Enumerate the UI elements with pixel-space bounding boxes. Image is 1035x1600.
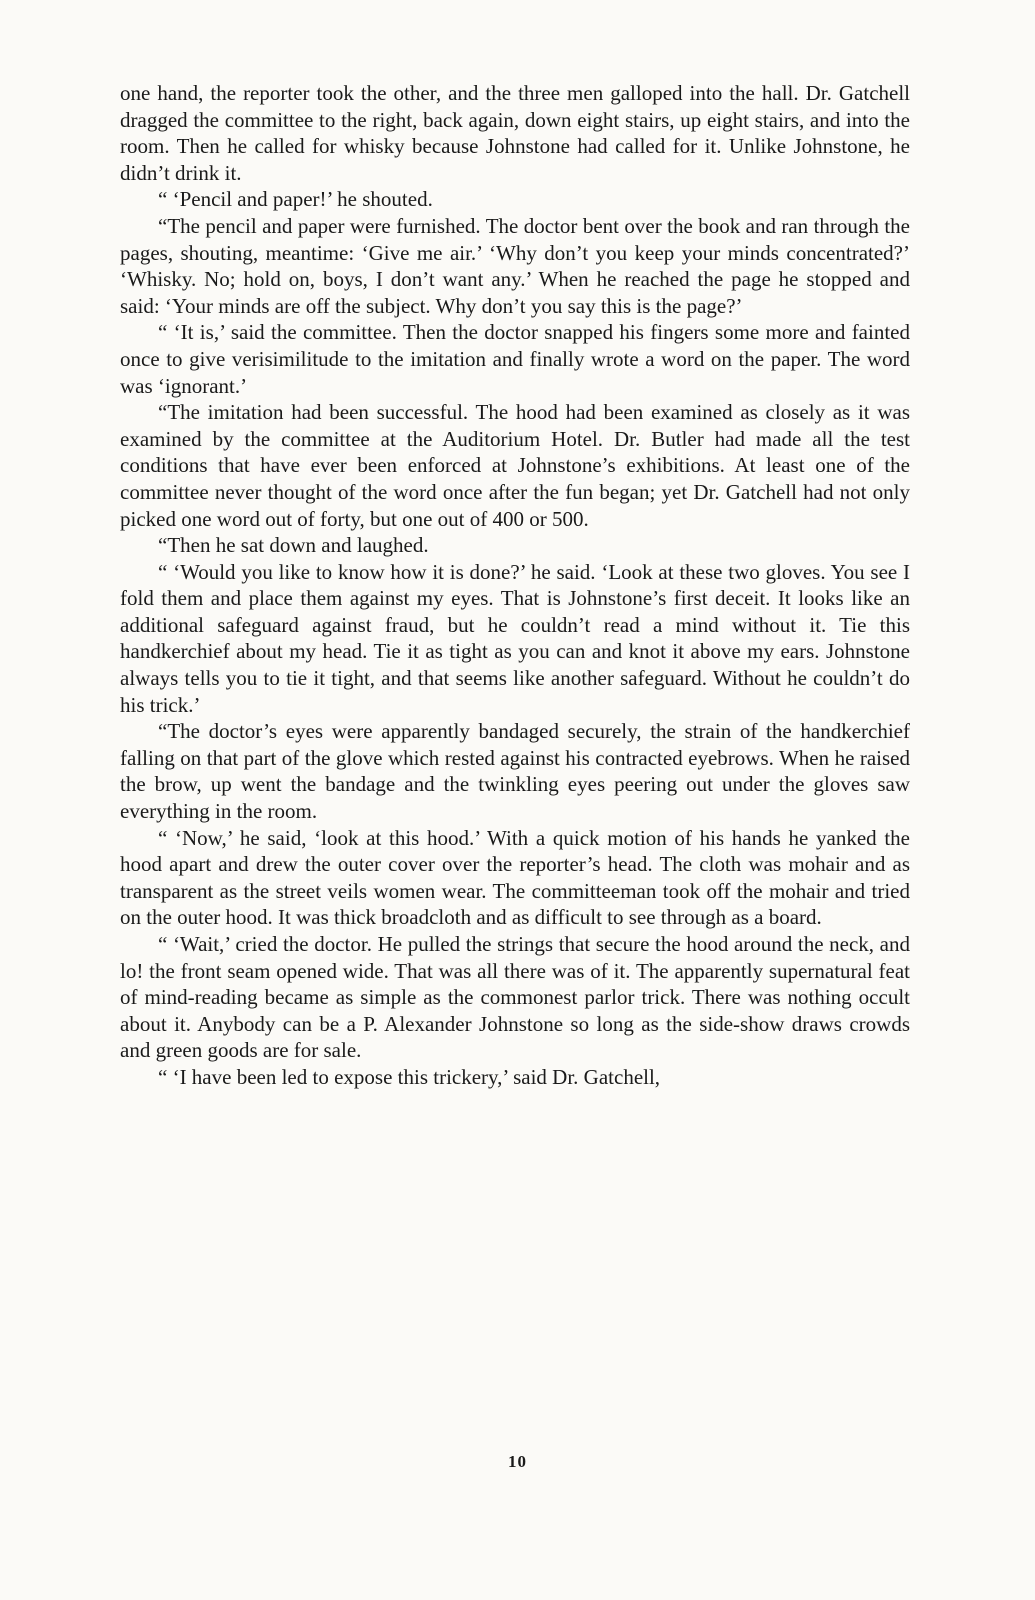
page-body [120,80,910,1091]
paragraph-1: one hand, the reporter took the other, and the three men galloped into the hall. Dr. Gatchell dragged the committee to the right, back again, down eight stairs, up eight stairs, and into the room. Then he called for whisky because Johnstone had called for it. Unlike Johnstone, he didn’t drink it. [120,81,910,185]
paragraph-8: “The doctor’s eyes were apparently bandaged securely, the strain of the handkerchief falling on that part of the glove which rested against his contracted eyebrows. When he raised the brow, up went the bandage and the twinkling eyes peering out under the gloves saw everything in the room. [120,719,910,824]
paragraph-2: “ ‘Pencil and paper!’ he shouted. [158,187,433,212]
page-number: 10 [508,1452,527,1471]
paragraph-6: “Then he sat down and laughed. [158,533,429,558]
paragraph-3: “The pencil and paper were furnished. The doctor bent over the book and ran through the pages, shouting, meantime: ‘Give me air.’ ‘Why don’t you keep your minds concentrated?’ ‘Whisky. No; hold on, boys, I don’t want any.’ When he reached the page he stopped and said: ‘Your minds are off the subject. Why don’t you say this is the page?’ [120,213,910,318]
paragraph-4: “ ‘It is,’ said the committee. Then the doctor snapped his fingers some more and fainted once to give verisimilitude to the imitation and finally wrote a word on the paper. The word was ‘ignorant.’ [120,320,910,398]
paragraph-5: “The imitation had been successful. The hood had been examined as closely as it was examined by the committee at the Auditorium Hotel. Dr. Butler had made all the test conditions that have ever been enforced at Johnstone’s exhibitions. At least one of the committee never thought of the word once after the fun began; yet Dr. Gatchell had not only picked one word out of forty, but one out of 400 or 500. [120,400,910,531]
paragraph-11: “ ‘I have been led to expose this trickery,’ said Dr. Gatchell, [158,1064,661,1089]
paragraph-7: “ ‘Would you like to know how it is done?’ he said. ‘Look at these two gloves. You see I fold them and place them against my eyes. That is Johnstone’s first deceit. It looks like an additional safeguard against fraud, but he couldn’t read a mind without it. Tie this handkerchief about my head. Tie it as tight as you can and knot it above my ears. Johnstone always tells you to tie it tight, and that seems like another safeguard. Without he couldn’t do his trick.’ [120,559,910,717]
paragraph-10: “ ‘Wait,’ cried the doctor. He pulled the strings that secure the hood around the neck, and lo! the front seam opened wide. That was all there was of it. The apparently supernatural feat of mind-reading became as simple as the commonest parlor trick. There was nothing occult about it. Anybody can be a P. Alexander Johnstone so long as the side-show draws crowds and green goods are for sale. [120,932,910,1063]
paragraph-9: “ ‘Now,’ he said, ‘look at this hood.’ With a quick motion of his hands he yanked the hood apart and drew the outer cover over the reporter’s head. The cloth was mohair and as transparent as the street veils women wear. The committeeman took off the mohair and tried on the outer hood. It was thick broadcloth and as difficult to see through as a board. [120,825,910,930]
